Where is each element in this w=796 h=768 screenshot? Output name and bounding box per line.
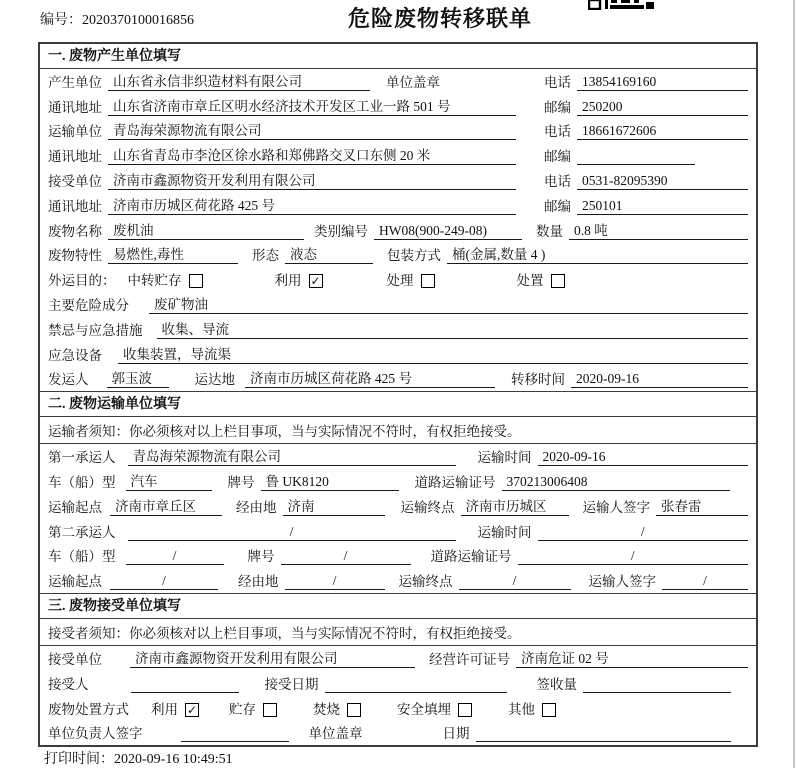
field-label: 形态 xyxy=(252,248,279,264)
field-value: 2020-09-16 xyxy=(571,371,748,388)
checkbox-label: 焚烧 xyxy=(313,701,340,717)
checkbox-label: 其他 xyxy=(508,701,535,717)
form-row xyxy=(40,94,756,119)
field-label: 第一承运人 xyxy=(48,450,116,466)
checkbox-unchecked xyxy=(189,274,203,288)
field-value: 济南危证 02 号 xyxy=(516,647,748,668)
field-label: 包装方式 xyxy=(387,248,441,264)
field-label: 经由地 xyxy=(236,499,277,515)
checkbox-field xyxy=(275,269,323,289)
field-value: 收集、导流 xyxy=(157,318,749,339)
print-time-label: 打印时间： xyxy=(44,752,114,767)
field-value: / xyxy=(281,548,411,565)
field-label: 应急设备 xyxy=(48,347,102,363)
static-text: 外运目的： xyxy=(48,273,116,289)
field-label: 转移时间 xyxy=(511,372,565,388)
field-value: 济南市鑫源物资开发利用有限公司 xyxy=(130,647,415,668)
field-label: 日期 xyxy=(442,726,470,742)
checkbox-unchecked xyxy=(551,274,565,288)
form-row xyxy=(40,696,756,721)
field-value: 济南市历城区 xyxy=(461,495,569,516)
checkbox-label: 利用 xyxy=(274,273,302,289)
section-header: 一. 废物产生单位填写 xyxy=(40,44,756,69)
checkbox-field xyxy=(397,698,472,718)
field-value: 汽车 xyxy=(126,470,212,491)
section-header: 二. 废物运输单位填写 xyxy=(40,392,756,417)
field-label: 邮编 xyxy=(544,149,571,165)
field-value: 废机油 xyxy=(108,219,304,240)
field-value xyxy=(476,725,731,742)
field-label: 第二承运人 xyxy=(48,524,116,540)
checkbox-field xyxy=(128,269,203,289)
field-label: 运输单位 xyxy=(48,124,102,140)
form-row xyxy=(40,568,756,593)
field-value: / xyxy=(110,573,218,590)
checkbox-label: 贮存 xyxy=(229,701,256,717)
field-value: / xyxy=(128,524,456,541)
field-label: 类别编号 xyxy=(314,223,368,239)
field-label: 通讯地址 xyxy=(48,198,102,214)
form-row xyxy=(40,367,756,392)
print-time xyxy=(44,748,233,768)
checkbox-unchecked xyxy=(421,274,435,288)
form-row xyxy=(40,193,756,218)
checkbox-field xyxy=(387,269,435,289)
checkbox-unchecked xyxy=(263,703,277,717)
section-note: 接受者须知：你必须核对以上栏目事项，当与实际情况不符时，有权拒绝接受。 xyxy=(40,619,756,646)
static-text: 废物处置方式 xyxy=(48,701,129,717)
print-time-value: 2020-09-16 10:49:51 xyxy=(114,752,233,767)
form-row xyxy=(40,494,756,519)
form-row xyxy=(40,292,756,317)
checkbox-field xyxy=(313,698,361,718)
field-value xyxy=(325,676,507,693)
field-value: / xyxy=(538,524,749,541)
field-label: 车（船）型 xyxy=(48,474,116,490)
field-value: HW08(900-249-08) xyxy=(374,223,522,240)
field-label: 废物特性 xyxy=(48,248,102,264)
field-value: 250101 xyxy=(577,198,748,215)
field-value: 济南市历城区荷花路 425 号 xyxy=(245,367,495,388)
field-label: 运输终点 xyxy=(400,499,455,515)
field-value: 13854169160 xyxy=(577,74,748,91)
checkbox-field xyxy=(508,698,556,718)
field-value xyxy=(181,725,289,742)
form-section-3 xyxy=(40,593,756,745)
static-text: 单位盖章 xyxy=(308,726,363,742)
field-label: 单位负责人签字 xyxy=(48,726,143,742)
field-value: 鲁 UK8120 xyxy=(261,470,399,491)
checkbox-checked: ✓ xyxy=(186,702,198,717)
section-note: 运输者须知：你必须核对以上栏目事项，当与实际情况不符时，有权拒绝接受。 xyxy=(40,417,756,444)
field-value: / xyxy=(285,573,385,590)
form-row xyxy=(40,342,756,367)
form-row xyxy=(40,218,756,243)
field-value: 250200 xyxy=(577,99,748,116)
field-label: 电话 xyxy=(544,74,571,90)
field-label: 接受单位 xyxy=(48,651,102,667)
document-number-label: 编号： xyxy=(40,13,82,28)
field-value: 郭玉波 xyxy=(107,367,169,388)
field-value: 青岛海荣源物流有限公司 xyxy=(128,445,456,466)
field-label: 禁忌与应急措施 xyxy=(48,322,143,338)
checkbox-field xyxy=(229,698,277,718)
field-value: 青岛海荣源物流有限公司 xyxy=(108,119,516,140)
form-row xyxy=(40,544,756,569)
field-value: 2020-09-16 xyxy=(538,449,749,466)
field-value: 山东省济南市章丘区明水经济技术开发区工业一路 501 号 xyxy=(108,95,516,116)
field-value: 桶(金属,数量 4 ) xyxy=(447,243,748,264)
field-value xyxy=(131,676,239,693)
document-number-value: 2020370100016856 xyxy=(82,13,194,28)
checkbox-unchecked xyxy=(458,703,472,717)
form-row xyxy=(40,671,756,696)
field-value: 济南市历城区荷花路 425 号 xyxy=(108,194,516,215)
checkbox-checked: ✓ xyxy=(310,274,321,289)
field-label: 牌号 xyxy=(227,474,255,490)
form-row xyxy=(40,721,756,746)
checkbox-label: 处理 xyxy=(386,273,414,289)
field-value: 0531-82095390 xyxy=(577,173,748,190)
checkbox-field xyxy=(517,269,565,289)
waste-transfer-form xyxy=(38,42,758,747)
checkbox-field xyxy=(151,698,199,718)
field-label: 产生单位 xyxy=(48,74,102,90)
checkbox-label: 中转贮存 xyxy=(127,273,182,289)
field-value: 液态 xyxy=(285,243,373,264)
field-value: 济南市章丘区 xyxy=(110,495,222,516)
static-text: 单位盖章 xyxy=(386,74,440,90)
field-label: 发运人 xyxy=(48,372,89,388)
field-label: 运输终点 xyxy=(398,574,453,590)
field-value: 废矿物油 xyxy=(149,293,748,314)
form-title: 危险废物转移联单 xyxy=(347,6,532,31)
field-label: 车（船）型 xyxy=(48,549,116,565)
field-label: 运输人签字 xyxy=(588,574,656,590)
field-label: 接受人 xyxy=(48,676,89,692)
checkbox-label: 处置 xyxy=(516,273,544,289)
form-row xyxy=(40,519,756,544)
field-value: 370213006408 xyxy=(502,474,730,491)
section-header: 三. 废物接受单位填写 xyxy=(40,594,756,619)
form-row xyxy=(40,317,756,342)
field-label: 签收量 xyxy=(536,676,577,692)
field-label: 主要危险成分 xyxy=(48,297,129,313)
field-value: / xyxy=(518,548,749,565)
form-row xyxy=(40,119,756,144)
checkbox-label: 利用 xyxy=(151,701,178,717)
form-row xyxy=(40,168,756,193)
field-label: 通讯地址 xyxy=(48,99,102,115)
field-label: 运达地 xyxy=(194,372,235,388)
field-value: 山东省青岛市李沧区徐水路和郑佛路交叉口东侧 20 米 xyxy=(108,144,516,165)
field-label: 电话 xyxy=(544,173,571,189)
field-label: 经由地 xyxy=(238,574,279,590)
field-value: / xyxy=(459,573,571,590)
checkbox-unchecked xyxy=(347,703,361,717)
page-edge xyxy=(793,0,795,768)
field-value: 易燃性,毒性 xyxy=(108,243,238,264)
qr-code-fragment xyxy=(588,0,654,10)
field-label: 接受单位 xyxy=(48,173,102,189)
field-label: 邮编 xyxy=(544,198,571,214)
field-label: 道路运输证号 xyxy=(414,474,496,490)
field-label: 废物名称 xyxy=(48,223,102,239)
field-label: 运输人签字 xyxy=(582,499,650,515)
field-label: 电话 xyxy=(544,124,571,140)
field-value: / xyxy=(126,548,224,565)
field-label: 数量 xyxy=(536,223,563,239)
form-row xyxy=(40,444,756,469)
field-label: 道路运输证号 xyxy=(430,549,512,565)
field-value: / xyxy=(662,573,748,590)
form-row xyxy=(40,243,756,268)
checkbox-unchecked xyxy=(542,703,556,717)
form-row xyxy=(40,267,756,292)
field-label: 牌号 xyxy=(247,549,275,565)
field-label: 运输起点 xyxy=(48,499,102,515)
checkbox-label: 安全填埋 xyxy=(397,701,451,717)
field-label: 运输时间 xyxy=(477,450,532,466)
form-section-2 xyxy=(40,391,756,593)
form-row xyxy=(40,69,756,94)
field-label: 运输起点 xyxy=(48,574,102,590)
field-value: 山东省永信非织造材料有限公司 xyxy=(108,70,370,91)
field-label: 接受日期 xyxy=(264,676,319,692)
form-row xyxy=(40,143,756,168)
field-label: 通讯地址 xyxy=(48,149,102,165)
field-value: 济南 xyxy=(283,495,385,516)
form-row xyxy=(40,646,756,671)
field-label: 运输时间 xyxy=(477,524,532,540)
field-value: 18661672606 xyxy=(577,123,748,140)
field-value: 0.8 吨 xyxy=(569,219,748,240)
form-section-1 xyxy=(40,44,756,391)
field-label: 经营许可证号 xyxy=(429,651,510,667)
field-value xyxy=(577,148,695,165)
field-value xyxy=(583,676,731,693)
field-value: 张春雷 xyxy=(656,495,748,516)
form-row xyxy=(40,469,756,494)
field-value: 济南市鑫源物资开发利用有限公司 xyxy=(108,169,516,190)
field-value: 收集装置，导流渠 xyxy=(118,343,748,364)
field-label: 邮编 xyxy=(544,99,571,115)
